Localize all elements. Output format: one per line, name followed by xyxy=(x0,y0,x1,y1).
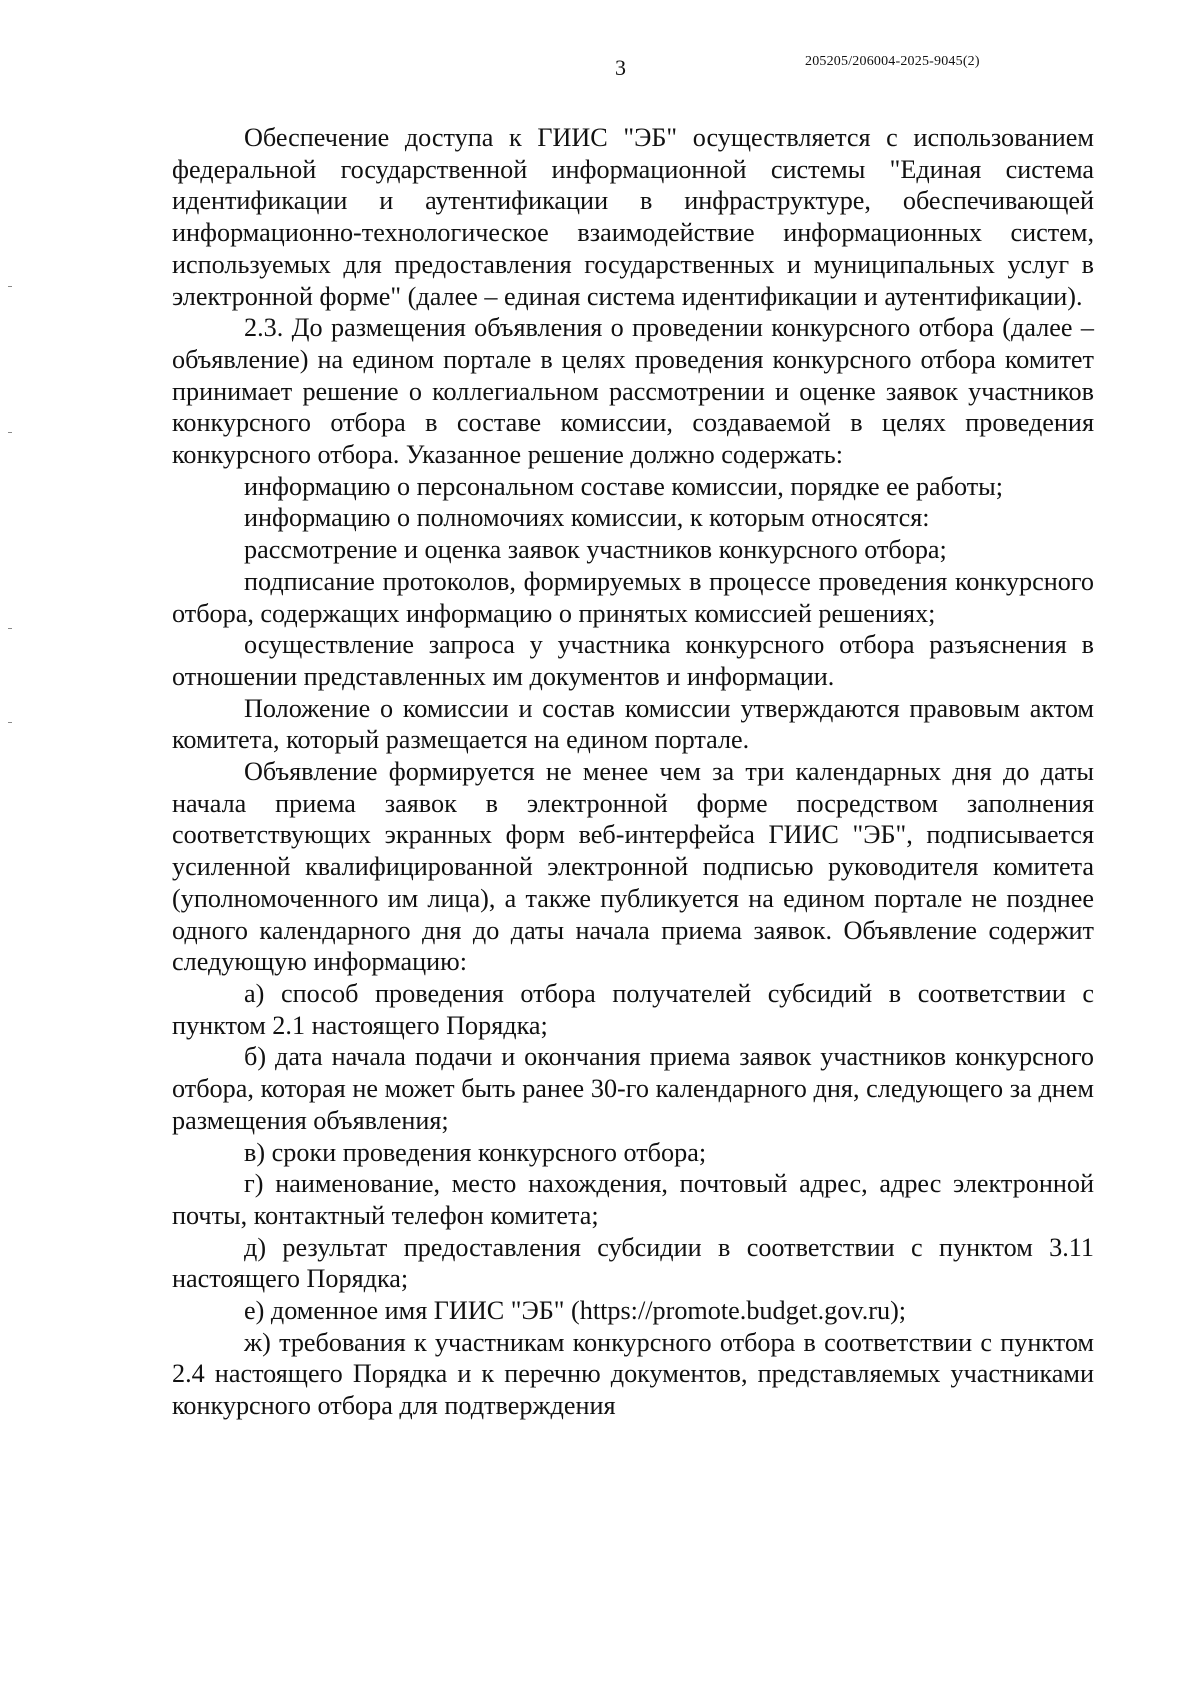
paragraph-2-3-commission-decision: 2.3. До размещения объявления о проведении конкурсного отбора (далее – объявление) на едином портале в целях проведения конкурсного отбора комитет принимает решение о коллегиальном рассмотрении и оценке заявок участников конкурсного отбора в составе комиссии, создаваемой в целях проведения конкурсного отбора. Указанное решение должно содержать: xyxy=(172,313,1094,470)
list-item-v: в) сроки проведения конкурсного отбора; xyxy=(244,1137,707,1167)
paragraph-request-clarification: осуществление запроса у участника конкурсного отбора разъяснения в отношении представленных им документов и информации. xyxy=(172,630,1094,691)
list-item-a: а) способ проведения отбора получателей субсидий в соответствии с пунктом 2.1 настоящего Порядка; xyxy=(172,978,1094,1040)
paragraph-sign-protocols: подписание протоколов, формируемых в процессе проведения конкурсного отбора, содержащих информацию о принятых комиссией решениях; xyxy=(172,566,1094,628)
list-item-b: б) дата начала подачи и окончания приема заявок участников конкурсного отбора, которая не может быть ранее 30-го календарного дня, следующего за днем размещения объявления; xyxy=(172,1042,1094,1135)
paragraph-commission-composition: информацию о персональном составе комиссии, порядке ее работы; xyxy=(244,471,1004,501)
scan-margin-mark xyxy=(8,432,12,433)
paragraph-commission-regulation: Положение о комиссии и состав комиссии утверждаются правовым актом комитета, который размещается на едином портале. xyxy=(172,693,1094,755)
list-item-g: г) наименование, место нахождения, почтовый адрес, адрес электронной почты, контактный телефон комитета; xyxy=(172,1169,1094,1230)
paragraph-announcement-formation: Объявление формируется не менее чем за три календарных дня до даты начала приема заявок в электронной форме посредством заполнения соответствующих экранных форм веб-интерфейса ГИИС "ЭБ", подписывается усиленной квалифицированной электронной подписью руководителя комитета (уполномоченного им лица), а также публикуется на едином портале не позднее одного календарного дня до даты начала приема заявок. Объявление содержит следующую информацию: xyxy=(172,757,1094,977)
paragraph-esia-access: Обеспечение доступа к ГИИС "ЭБ" осуществляется с использованием федеральной государственной информационной системы "Единая система идентификации и аутентификации в инфраструктуре, обеспечивающей информационно-технологическое взаимодействие информационных систем, используемых для предоставления государственных и муниципальных услуг в электронной форме" (далее – единая система идентификации и аутентификации). xyxy=(172,123,1094,311)
list-item-e: е) доменное имя ГИИС "ЭБ" (https://promote.budget.gov.ru); xyxy=(244,1296,907,1326)
paragraph-review-applications: рассмотрение и оценка заявок участников конкурсного отбора; xyxy=(244,535,947,565)
page-number: 3 xyxy=(615,55,626,80)
scan-margin-mark xyxy=(8,286,12,287)
document-id: 205205/206004-2025-9045(2) xyxy=(805,54,980,69)
list-item-d: д) результат предоставления субсидии в соответствии с пунктом 3.11 настоящего Порядка; xyxy=(172,1232,1094,1294)
scan-margin-mark xyxy=(8,628,12,629)
paragraph-commission-powers: информацию о полномочиях комиссии, к которым относятся: xyxy=(244,503,930,533)
list-item-zh: ж) требования к участникам конкурсного отбора в соответствии с пунктом 2.4 настоящего Порядка и к перечню документов, представляемых участниками конкурсного отбора для подтверждения xyxy=(172,1327,1094,1421)
document-body xyxy=(172,122,1094,1422)
scan-margin-mark xyxy=(8,722,12,723)
